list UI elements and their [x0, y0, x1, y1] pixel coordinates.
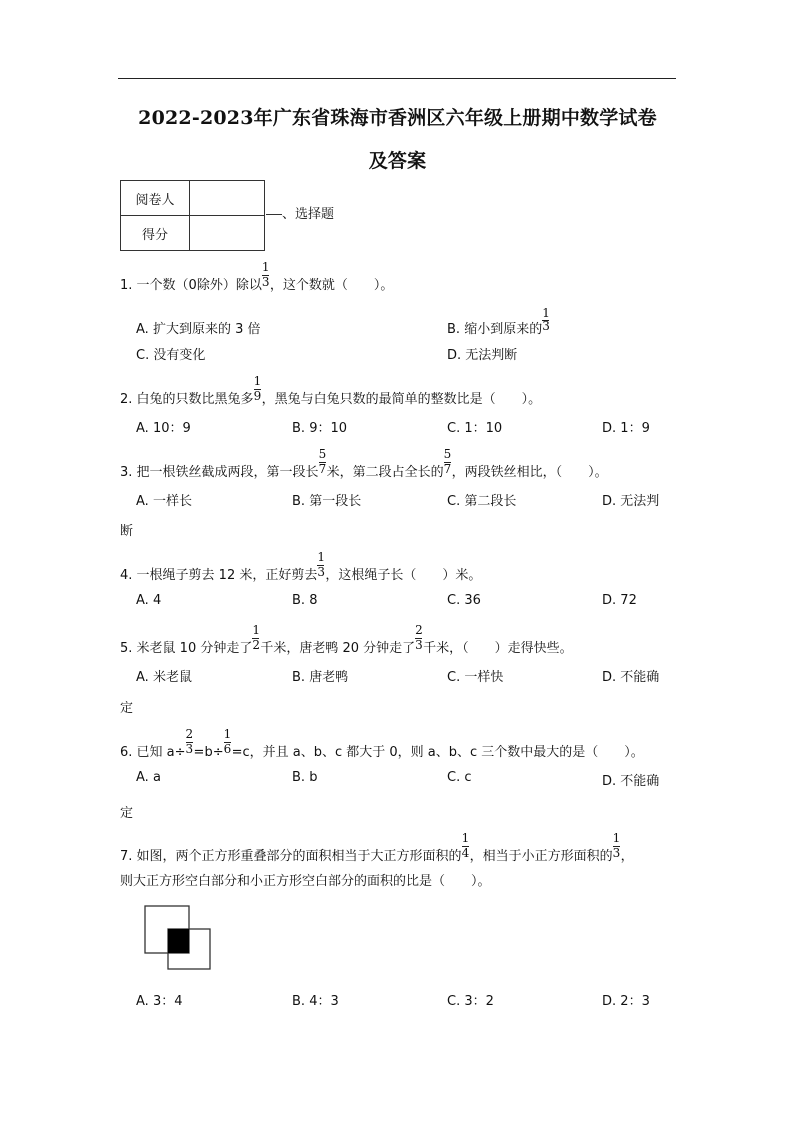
- fraction-denominator: 7: [443, 462, 452, 476]
- option-3d[interactable]: [602, 490, 659, 509]
- page-title: 2022-2023年广东省珠海市香洲区六年级上册期中数学试卷: [138, 107, 657, 129]
- fraction: [612, 831, 621, 864]
- fraction-denominator: 4: [461, 846, 470, 860]
- fraction-numerator: 1: [261, 260, 270, 274]
- fraction: [261, 260, 270, 293]
- option-key: D.: [602, 774, 617, 789]
- option-2c[interactable]: [447, 417, 502, 436]
- fraction: [223, 727, 232, 760]
- option-text: 一样快: [464, 670, 504, 685]
- fraction-denominator: 3: [185, 742, 194, 756]
- overlap-region: [168, 929, 189, 953]
- fraction-numerator: 5: [443, 447, 452, 461]
- option-key: C.: [447, 670, 461, 685]
- option-text: 无法判断: [465, 348, 518, 363]
- option-text: c: [464, 770, 472, 785]
- fraction-denominator: 7: [318, 462, 327, 476]
- option-key: A.: [136, 770, 149, 785]
- fraction: [252, 623, 260, 656]
- option-text: 无法判: [620, 494, 660, 509]
- option-text: b: [309, 770, 318, 785]
- option-text: 扩大到原来的 3 倍: [152, 322, 261, 337]
- score-label-reviewer: 阅卷人: [121, 181, 190, 216]
- option-4a[interactable]: [136, 593, 161, 608]
- question-text: =c，并且 a、b、c 都大于 0，则 a、b、c 三个数中最大的是（ ）。: [231, 745, 644, 760]
- fraction: [253, 374, 262, 407]
- option-text: 唐老鸭: [309, 670, 349, 685]
- section-dash: [266, 214, 282, 215]
- question-text: ，两段铁丝相比，（ ）。: [451, 465, 608, 480]
- fraction: [318, 447, 327, 480]
- option-1a[interactable]: [136, 318, 260, 337]
- option-text: 缩小到原来的: [464, 322, 543, 337]
- option-text: 72: [620, 593, 637, 608]
- option-key: A.: [136, 494, 149, 509]
- fraction: [461, 831, 470, 864]
- fraction-numerator: 1: [253, 374, 262, 388]
- fraction-numerator: 1: [317, 550, 325, 564]
- score-table: [120, 180, 265, 251]
- option-text: a: [152, 770, 161, 785]
- question-number: 5.: [120, 641, 133, 656]
- option-key: D.: [602, 421, 617, 436]
- option-text: 10：9: [152, 421, 191, 436]
- option-7d[interactable]: [602, 990, 650, 1009]
- option-text: 一样长: [152, 494, 192, 509]
- option-text: 9：10: [309, 421, 348, 436]
- fraction-denominator: 6: [223, 742, 232, 756]
- fraction-numerator: 1: [252, 623, 260, 637]
- fraction-denominator: 9: [253, 389, 262, 403]
- fraction-denominator: 3: [317, 565, 325, 579]
- option-5d-wrap: 定: [120, 701, 134, 716]
- option-key: A.: [136, 994, 149, 1009]
- fraction-numerator: 5: [318, 447, 327, 461]
- option-2d[interactable]: [602, 417, 650, 436]
- option-1b[interactable]: [447, 306, 550, 338]
- option-4c[interactable]: [447, 593, 481, 608]
- option-key: D.: [447, 348, 462, 363]
- fraction: [415, 623, 423, 656]
- option-text: 4：3: [309, 994, 339, 1009]
- option-text: 米老鼠: [152, 670, 192, 685]
- option-key: A.: [136, 421, 149, 436]
- option-3b[interactable]: [292, 490, 361, 509]
- question-number: 1.: [120, 278, 133, 293]
- option-key: D.: [602, 593, 617, 608]
- option-key: D.: [602, 994, 617, 1009]
- option-6d[interactable]: [602, 770, 659, 789]
- option-key: C.: [447, 593, 461, 608]
- score-value-score: [190, 216, 265, 251]
- option-key: B.: [292, 994, 306, 1009]
- option-5a[interactable]: [136, 666, 192, 685]
- option-text: 没有变化: [153, 348, 206, 363]
- question-text: ，这个数就（ ）。: [269, 278, 394, 293]
- fraction: [443, 447, 452, 480]
- question-text: ，相当于小正方形面积的: [469, 849, 613, 864]
- question-4: [120, 550, 482, 584]
- fraction-numerator: 1: [461, 831, 470, 845]
- option-5b[interactable]: [292, 666, 348, 685]
- question-text: 如图，两个正方形重叠部分的面积相当于大正方形面积的: [136, 849, 462, 864]
- option-1c[interactable]: [136, 344, 205, 363]
- option-1d[interactable]: [447, 344, 517, 363]
- page-title-line2: 及答案: [368, 150, 427, 172]
- question-text: 一根绳子剪去 12 米，正好剪去: [136, 568, 318, 583]
- option-text: 4: [152, 593, 162, 608]
- question-text: 把一根铁丝截成两段，第一段长: [136, 465, 319, 480]
- question-number: 7.: [120, 849, 133, 864]
- option-key: A.: [136, 670, 149, 685]
- question-text: 一个数（0除外）除以: [136, 278, 262, 293]
- question-7-line2: 则大正方形空白部分和小正方形空白部分的面积的比是（ ）。: [120, 874, 491, 889]
- question-5: [120, 623, 573, 657]
- option-6d-wrap: 定: [120, 806, 134, 821]
- option-key: D.: [602, 494, 617, 509]
- fraction-numerator: 1: [612, 831, 621, 845]
- option-2b[interactable]: [292, 417, 347, 436]
- option-4b[interactable]: [292, 593, 317, 608]
- option-key: A.: [136, 322, 149, 337]
- option-key: C.: [136, 348, 150, 363]
- option-key: C.: [447, 770, 461, 785]
- fraction-denominator: 2: [252, 638, 260, 652]
- option-4d[interactable]: [602, 593, 637, 608]
- fraction: [542, 306, 550, 338]
- score-value-reviewer: [190, 181, 265, 216]
- fraction-numerator: 2: [185, 727, 194, 741]
- option-text: 不能确: [620, 774, 660, 789]
- option-text: 3：4: [152, 994, 183, 1009]
- question-text: 米老鼠 10 分钟走了: [136, 641, 253, 656]
- option-key: B.: [292, 494, 306, 509]
- option-3a[interactable]: [136, 490, 192, 509]
- question-text: 米，第二段占全长的: [326, 465, 444, 480]
- overlapping-squares-figure: [144, 905, 216, 971]
- header-rule: [118, 78, 676, 79]
- question-text: 白兔的只数比黑兔多: [136, 392, 254, 407]
- option-text: 2：3: [620, 994, 650, 1009]
- fraction-denominator: 3: [261, 275, 270, 289]
- question-7: [120, 831, 634, 865]
- option-key: B.: [292, 421, 306, 436]
- option-text: 1：10: [464, 421, 503, 436]
- option-2a[interactable]: [136, 417, 191, 436]
- option-text: 第一段长: [309, 494, 362, 509]
- score-table-row: [121, 216, 265, 251]
- option-key: B.: [292, 770, 306, 785]
- option-key: C.: [447, 494, 461, 509]
- option-key: D.: [602, 670, 617, 685]
- option-key: C.: [447, 994, 461, 1009]
- option-key: B.: [447, 322, 461, 337]
- option-6c[interactable]: [447, 770, 472, 785]
- question-number: 2.: [120, 392, 133, 407]
- question-text: ，这根绳子长（ ）米。: [325, 568, 482, 583]
- option-key: C.: [447, 421, 461, 436]
- option-5d[interactable]: [602, 666, 659, 685]
- option-6a[interactable]: [136, 770, 161, 785]
- question-text: ，: [620, 849, 634, 864]
- option-text: 36: [464, 593, 481, 608]
- option-key: B.: [292, 670, 306, 685]
- question-text: 千米，（ ）走得快些。: [423, 641, 573, 656]
- option-text: 不能确: [620, 670, 660, 685]
- question-number: 4.: [120, 568, 133, 583]
- option-3d-wrap: 断: [120, 524, 134, 539]
- question-1: [120, 260, 394, 294]
- fraction: [317, 550, 325, 583]
- option-6b[interactable]: [292, 770, 317, 785]
- option-text: 1：9: [620, 421, 650, 436]
- question-text: 千米，唐老鸭 20 分钟走了: [260, 641, 416, 656]
- fraction-denominator: 3: [415, 638, 423, 652]
- option-text: 3：2: [464, 994, 494, 1009]
- option-7c[interactable]: [447, 990, 494, 1009]
- score-table-row: [121, 181, 265, 216]
- option-7b[interactable]: [292, 990, 339, 1009]
- fraction-numerator: 2: [415, 623, 423, 637]
- question-text: ，黑兔与白兔只数的最简单的整数比是（ ）。: [261, 392, 542, 407]
- question-text: 已知 a÷: [136, 745, 186, 760]
- option-3c[interactable]: [447, 490, 516, 509]
- option-text: 8: [309, 593, 318, 608]
- question-number: 3.: [120, 465, 133, 480]
- score-label-score: 得分: [121, 216, 190, 251]
- question-6: [120, 727, 644, 761]
- fraction-numerator: 1: [542, 306, 550, 320]
- section-heading: 、选择题: [282, 207, 335, 222]
- question-text: =b÷: [193, 745, 224, 760]
- fraction-numerator: 1: [223, 727, 232, 741]
- option-key: A.: [136, 593, 149, 608]
- option-text: 第二段长: [464, 494, 517, 509]
- fraction: [185, 727, 194, 760]
- question-3: [120, 447, 608, 481]
- question-2: [120, 374, 542, 408]
- question-number: 6.: [120, 745, 133, 760]
- option-7a[interactable]: [136, 990, 182, 1009]
- fraction-denominator: 3: [542, 319, 550, 333]
- fraction-denominator: 3: [612, 846, 621, 860]
- option-5c[interactable]: [447, 666, 503, 685]
- option-key: B.: [292, 593, 306, 608]
